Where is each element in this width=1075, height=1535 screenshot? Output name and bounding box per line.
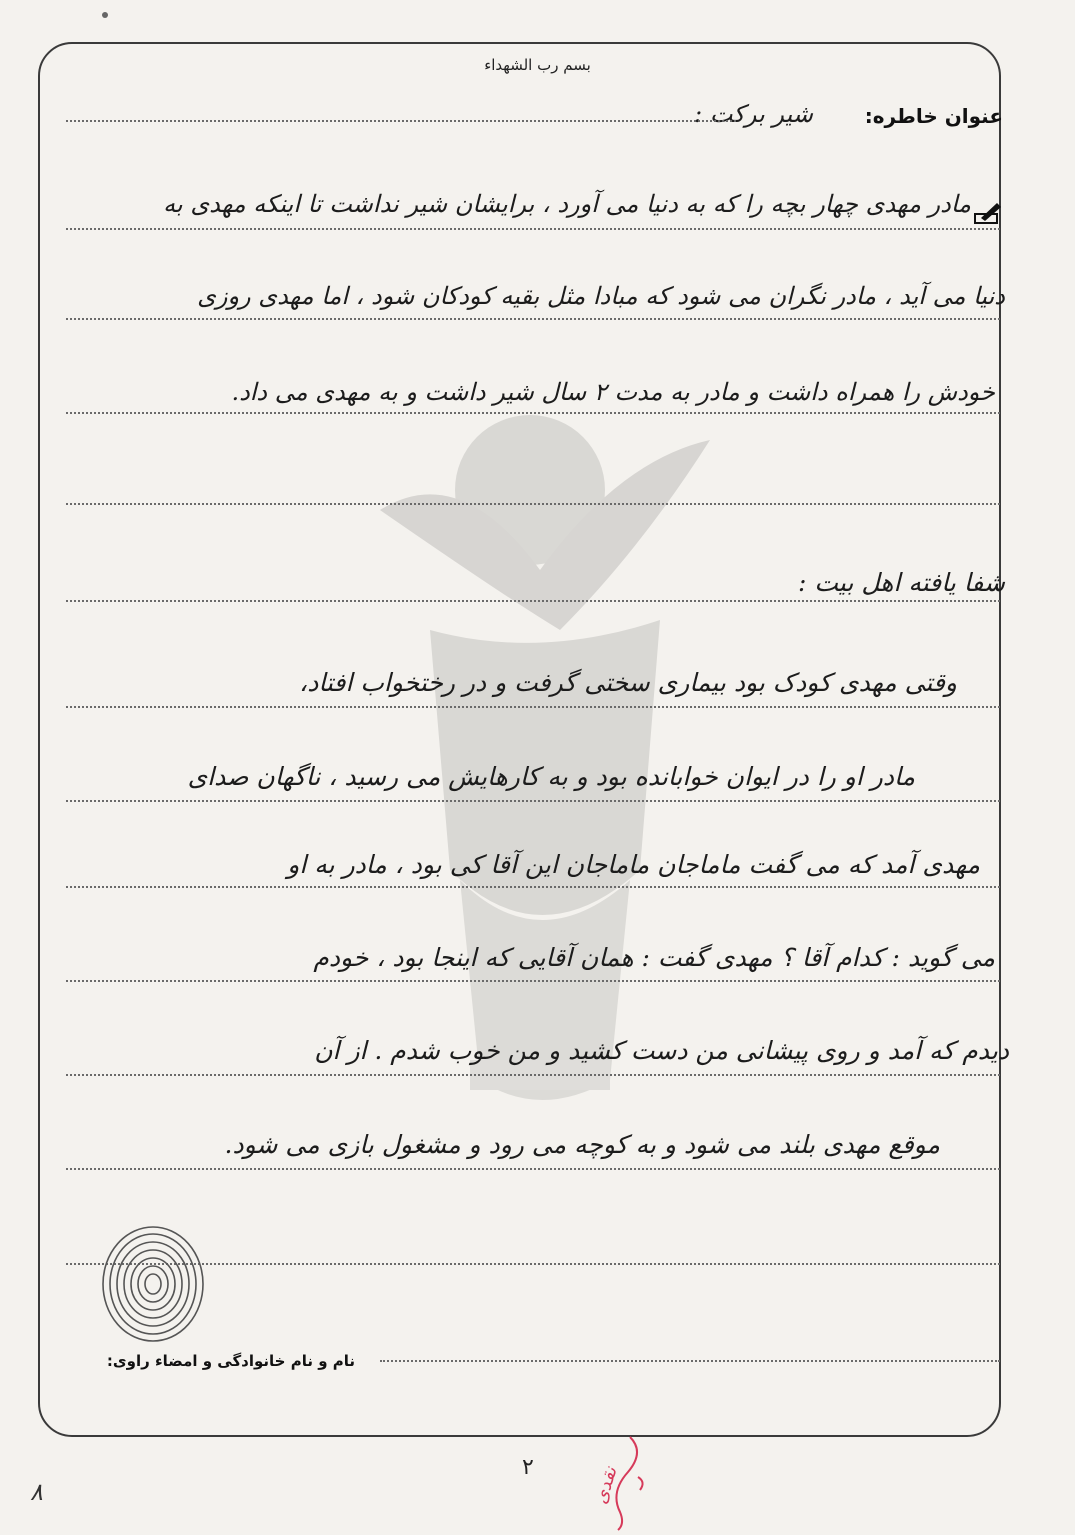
dotted-line <box>66 228 1000 230</box>
story2-line-5: دیدم که آمد و روی پیشانی من دست کشید و من خوب شدم . از آن <box>314 1036 1009 1065</box>
dotted-line <box>66 706 1000 708</box>
dotted-line <box>66 503 1000 505</box>
story2-line-4: می گوید : کدام آقا ؟ مهدی گفت : همان آقایی که اینجا بود ، خودم <box>313 943 995 972</box>
story1-line-2: دنیا می آید ، مادر نگران می شود که مبادا مثل بقیه کودکان شود ، اما مهدی روزی <box>197 282 1005 310</box>
memory-title-label: عنوان خاطره: <box>864 104 1003 128</box>
dotted-line <box>66 600 1000 602</box>
dotted-line <box>66 980 1000 982</box>
page-number: ۲ <box>522 1455 534 1480</box>
header-title: بسم رب الشهداء <box>484 56 591 74</box>
story2-line-1: وقتی مهدی کودک بود بیماری سختی گرفت و در رختخواب افتاد، <box>299 668 957 697</box>
red-ink-note: نقدی <box>590 1464 622 1507</box>
story2-line-2: مادر او را در ایوان خوابانده بود و به کارهایش می رسید ، ناگهان صدای <box>187 762 915 791</box>
dotted-line <box>66 1168 1000 1170</box>
pen-icon <box>973 200 1003 226</box>
title-dotted-line <box>66 120 736 122</box>
dotted-line <box>66 318 1000 320</box>
dotted-line <box>66 412 1000 414</box>
story1-line-3: خودش را همراه داشت و مادر به مدت ۲ سال شیر داشت و به مهدی می داد. <box>231 378 995 406</box>
signature-label: نام و نام خانوادگی و امضاء راوی: <box>106 1352 355 1370</box>
story2-line-3: مهدی آمد که می گفت ماماجان ماماجان این آقا کی بود ، مادر به او <box>287 850 980 879</box>
dotted-line <box>66 886 1000 888</box>
dotted-line <box>66 800 1000 802</box>
story2-line-6: موقع مهدی بلند می شود و به کوچه می رود و مشغول بازی می شود. <box>224 1130 940 1159</box>
dotted-line <box>66 1074 1000 1076</box>
signature-dotted-line <box>380 1360 1000 1362</box>
story2-heading: شفا یافته اهل بیت : <box>797 568 1005 597</box>
memory-title-value: شیر برکت : <box>694 100 813 128</box>
story1-line-1: مادر مهدی چهار بچه را که به دنیا می آورد ، برایشان شیر نداشت تا اینکه مهدی به <box>163 190 971 218</box>
fingerprint-icon <box>88 1222 218 1352</box>
scan-speck <box>102 12 108 18</box>
corner-number: ۸ <box>30 1478 43 1506</box>
